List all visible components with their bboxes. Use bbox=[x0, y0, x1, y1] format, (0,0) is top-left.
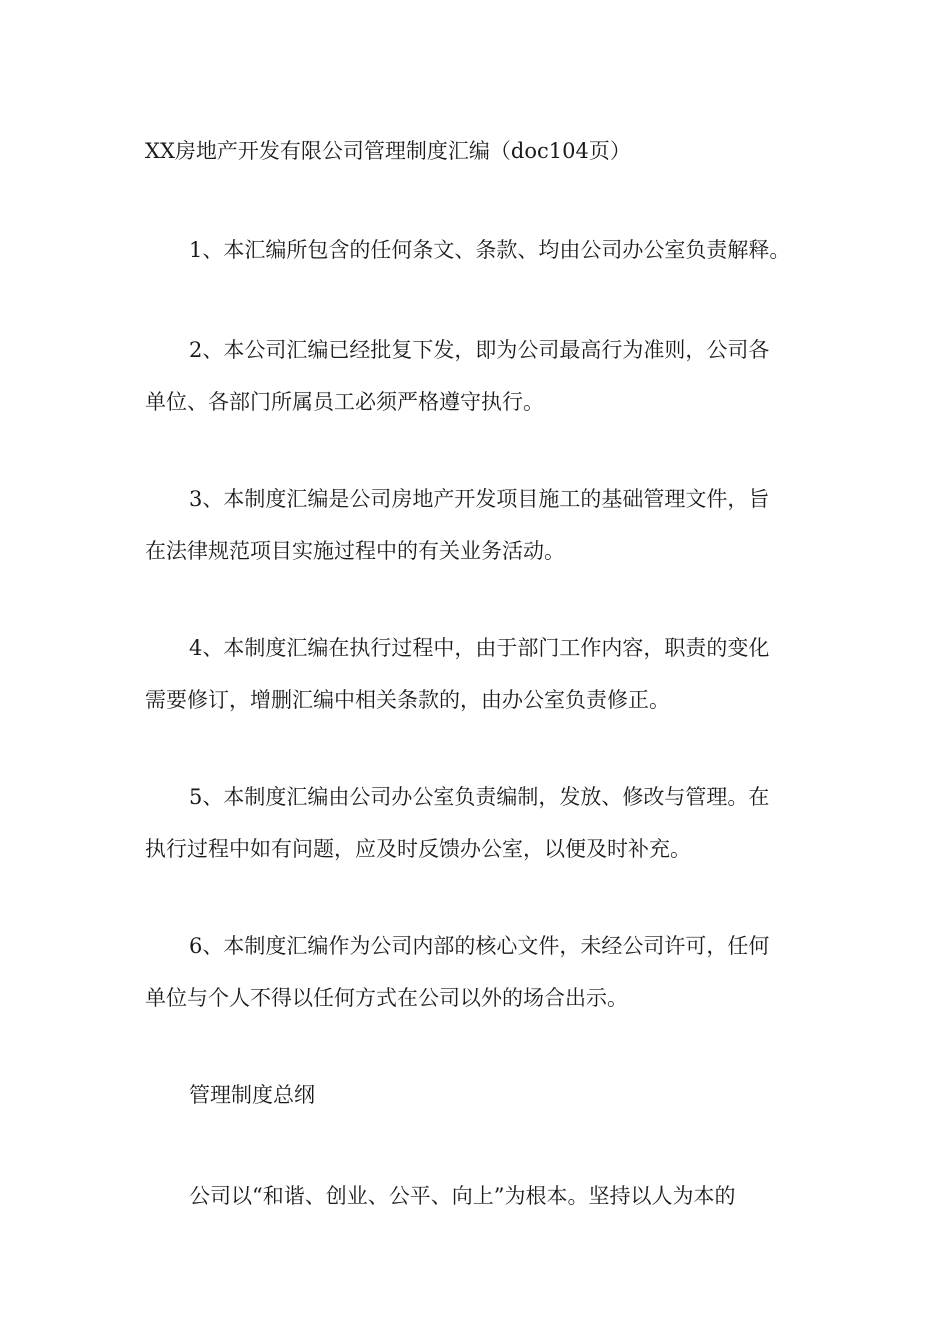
clause-1 bbox=[145, 224, 835, 276]
clause-4-line-1: 4、本制度汇编在执行过程中，由于部门工作内容，职责的变化 bbox=[189, 636, 770, 660]
clause-2 bbox=[145, 324, 835, 428]
clause-4-line-2: 需要修订，增删汇编中相关条款的，由办公室负责修正。 bbox=[145, 688, 670, 712]
clause-2-line-1: 2、本公司汇编已经批复下发，即为公司最高行为准则，公司各 bbox=[189, 338, 770, 362]
clause-3-line-1: 3、本制度汇编是公司房地产开发项目施工的基础管理文件，旨 bbox=[189, 487, 770, 511]
clause-5-line-1: 5、本制度汇编由公司办公室负责编制，发放、修改与管理。在 bbox=[189, 785, 770, 809]
clause-4 bbox=[145, 622, 835, 726]
clause-6-line-1: 6、本制度汇编作为公司内部的核心文件，未经公司许可，任何 bbox=[189, 934, 770, 958]
clause-5-line-2: 执行过程中如有问题，应及时反馈办公室，以便及时补充。 bbox=[145, 837, 691, 861]
principle-paragraph bbox=[145, 1170, 835, 1222]
section-heading: 管理制度总纲 bbox=[189, 1083, 315, 1107]
clause-6-line-2: 单位与个人不得以任何方式在公司以外的场合出示。 bbox=[145, 986, 628, 1010]
clause-5 bbox=[145, 771, 835, 875]
clause-3-line-2: 在法律规范项目实施过程中的有关业务活动。 bbox=[145, 539, 565, 563]
clause-3 bbox=[145, 473, 835, 577]
clause-6 bbox=[145, 920, 835, 1024]
principle-line-1: 公司以“和谐、创业、公平、向上”为根本。坚持以人为本的 bbox=[189, 1184, 736, 1208]
document-title: XX房地产开发有限公司管理制度汇编（doc104页） bbox=[145, 139, 631, 163]
clause-2-line-2: 单位、各部门所属员工必须严格遵守执行。 bbox=[145, 390, 544, 414]
clause-1-line-1: 1、本汇编所包含的任何条文、条款、均由公司办公室负责解释。 bbox=[189, 238, 791, 262]
